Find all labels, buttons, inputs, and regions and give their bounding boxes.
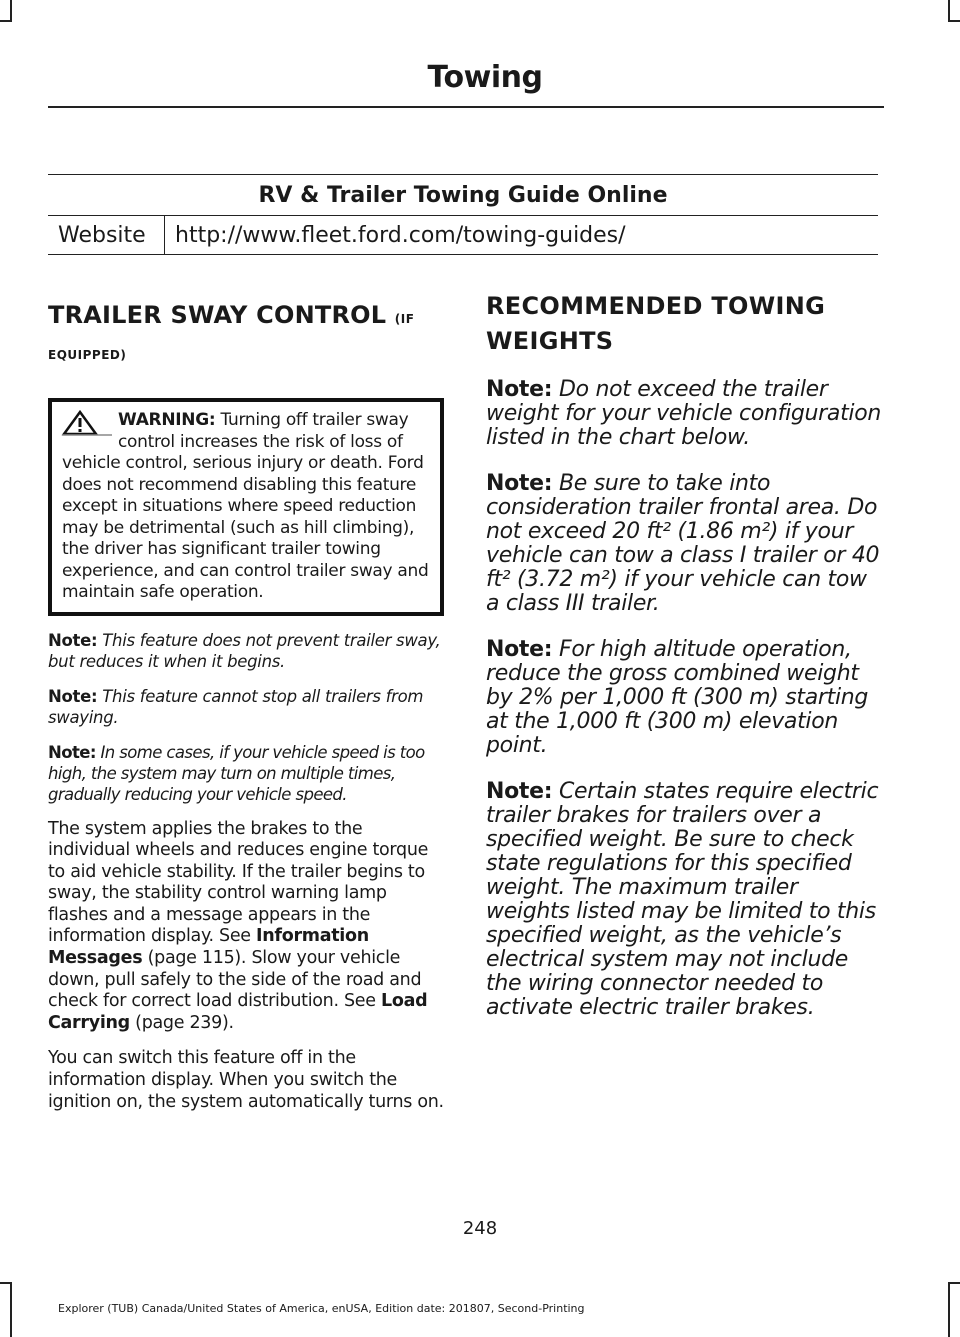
page-header-title: Towing bbox=[427, 60, 543, 95]
crop-mark bbox=[948, 1282, 950, 1337]
crop-mark bbox=[948, 1282, 960, 1284]
crop-mark bbox=[0, 1282, 12, 1284]
crop-mark bbox=[10, 0, 12, 22]
section-heading-suffix: EQUIPPED) bbox=[48, 348, 127, 362]
crop-mark bbox=[948, 0, 950, 22]
warning-label: WARNING: bbox=[118, 410, 216, 430]
right-column bbox=[486, 292, 882, 1020]
note: Note: For high altitude operation, reduce the gross combined weight by 2% per 1,000 ft (300 m) starting at the 1,000 ft (300 m) elevation point. bbox=[486, 637, 869, 758]
table-row bbox=[48, 216, 878, 255]
warning-text: Turning off trailer sway control increases the risk of loss of vehicle control, serious injury or death. Ford does not recommend disabling this feature except in situations where speed reduction may be detrimental (such as hill climbing), the driver has significant trailer towing experience, and can control trailer sway and maintain safe operation. bbox=[62, 410, 429, 602]
towing-guide-table bbox=[48, 174, 878, 255]
note: Note: Be sure to take into consideration trailer frontal area. Do not exceed 20 ft² (1.86 m²) if your vehicle can tow a class I trailer or 40 ft² (3.72 m²) if your vehicle can tow a class III trailer. bbox=[486, 471, 880, 616]
footer-edition: Explorer (TUB) Canada/United States of America, enUSA, Edition date: 201807, Second-Printing bbox=[58, 1302, 585, 1315]
note: Note: Certain states require electric trailer brakes for trailers over a specified weight. Be sure to check state regulations for this specified weight. The maximum trailer weights listed may be limited to this specified weight, as the vehicle’s electrical system may not include the wiring connector needed to activate electric trailer brakes. bbox=[486, 779, 879, 1020]
table-cell-label: Website bbox=[48, 216, 165, 255]
table-title: RV & Trailer Towing Guide Online bbox=[48, 175, 878, 216]
warning-box bbox=[48, 398, 444, 616]
warning-triangle-icon bbox=[60, 410, 112, 436]
left-column bbox=[48, 300, 444, 1113]
note: Note: This feature does not prevent trailer sway, but reduces it when it begins. bbox=[48, 630, 441, 671]
note: Note: This feature cannot stop all trailers from swaying. bbox=[48, 686, 424, 727]
cross-reference-link[interactable]: Load Carrying bbox=[48, 991, 428, 1033]
body-paragraph: You can switch this feature off in the information display. When you switch the ignition on, the system automatically turns on. bbox=[48, 1048, 444, 1112]
note: Note: Do not exceed the trailer weight for your vehicle configuration listed in the chart below. bbox=[486, 377, 882, 450]
cross-reference-link[interactable]: Information Messages bbox=[48, 926, 369, 969]
crop-mark bbox=[10, 1282, 12, 1337]
table-header-row bbox=[48, 175, 878, 216]
crop-mark bbox=[948, 20, 960, 22]
section-heading-trailer-sway: TRAILER SWAY CONTROL (IF bbox=[48, 301, 415, 329]
section-heading-towing-weights: RECOMMENDED TOWING WEIGHTS bbox=[486, 292, 826, 355]
header-rule bbox=[48, 106, 884, 108]
website-link[interactable]: http://www.fleet.ford.com/towing-guides/ bbox=[165, 216, 879, 255]
crop-mark bbox=[0, 20, 12, 22]
note: Note: In some cases, if your vehicle speed is too high, the system may turn on multiple times, gradually reducing your vehicle speed. bbox=[48, 742, 425, 804]
body-paragraph: The system applies the brakes to the individual wheels and reduces engine torque to aid vehicle stability. If the trailer begins to sway, the stability control warning lamp flashes and a message appears in the information display. See Information Messages (page 115). Slow your vehicle down, pull safely to the side of the road and check for correct load distribution. See Load Carrying (page 239). bbox=[48, 818, 429, 1033]
page-number: 248 bbox=[462, 1218, 498, 1239]
